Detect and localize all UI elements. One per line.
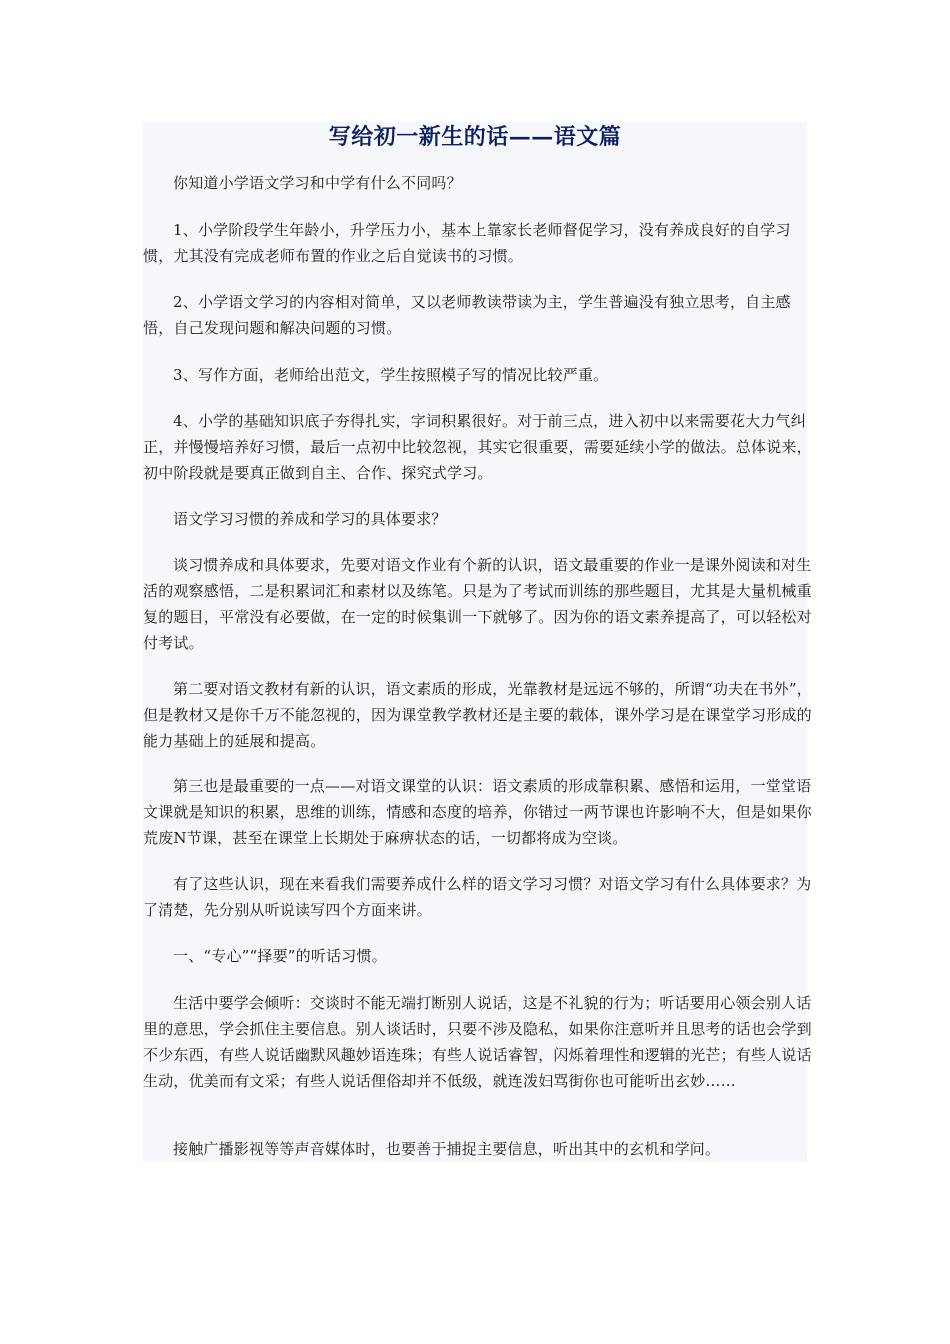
paragraph-listening-media: 接触广播影视等等声音媒体时，也要善于捕捉主要信息，听出其中的玄机和学问。 [173, 1140, 721, 1158]
paragraph-textbook: 第二要对语文教材有新的认识，语文素质的形成，光靠教材是远远不够的，所谓“功夫在书外”，但是教材又是你千万不能忽视的，因为课堂教学教材还是主要的载体，课外学习是在课堂学习形成的能力基础上的延展和提高。 [143, 680, 812, 750]
article-title: 写给初一新生的话——语文篇 [328, 124, 622, 150]
paragraph-point-1: 1、小学阶段学生年龄小，升学压力小，基本上靠家长老师督促学习，没有养成良好的自学习惯，尤其没有完成老师布置的作业之后自觉读书的习惯。 [143, 221, 791, 265]
paragraph-point-4: 4、小学的基础知识底子夯得扎实，字词积累很好。对于前三点，进入初中以来需要花大力气纠正，并慢慢培养好习惯，最后一点初中比较忽视，其实它很重要，需要延续小学的做法。总体说来，初中阶段就是要真正做到自主、合作、探究式学习。 [143, 412, 812, 482]
paragraph-point-3: 3、写作方面，老师给出范文，学生按照模子写的情况比较严重。 [173, 366, 609, 384]
paragraph-overview: 有了这些认识，现在来看我们需要养成什么样的语文学习习惯？对语文学习有什么具体要求？为了清楚，先分别从听说读写四个方面来讲。 [143, 875, 812, 919]
paragraph-point-2: 2、小学语文学习的内容相对简单，又以老师教读带读为主，学生普遍没有独立思考，自主感悟，自己发现问题和解决问题的习惯。 [143, 293, 791, 337]
paragraph-listening-life: 生活中要学会倾听：交谈时不能无端打断别人说话，这是不礼貌的行为；听话要用心领会别人话里的意思，学会抓住主要信息。别人谈话时，只要不涉及隐私，如果你注意听并且思考的话也会学到不少东西，有些人说话幽默风趣妙语连珠；有些人说话睿智，闪烁着理性和逻辑的光芒；有些人说话生动，优美而有文采；有些人说话俚俗却并不低级，就连泼妇骂街你也可能听出玄妙…… [143, 994, 812, 1090]
section-heading-listening: 一、“专心”“择要”的听话习惯。 [173, 947, 387, 965]
paragraph-habits-question: 语文学习习惯的养成和学习的具体要求？ [173, 510, 447, 528]
paragraph-intro-question: 你知道小学语文学习和中学有什么不同吗？ [173, 174, 462, 192]
paragraph-classroom: 第三也是最重要的一点——对语文课堂的认识：语文素质的形成靠积累、感悟和运用，一堂堂语文课就是知识的积累，思维的训练，情感和态度的培养，你错过一两节课也许影响不大，但是如果你荒废N节课，甚至在课堂上长期处于麻痹状态的话，一切都将成为空谈。 [143, 777, 812, 847]
paragraph-homework: 谈习惯养成和具体要求，先要对语文作业有个新的认识，语文最重要的作业一是课外阅读和对生活的观察感悟，二是积累词汇和素材以及练笔。只是为了考试而训练的那些题目，尤其是大量机械重复的题目，平常没有必要做，在一定的时候集训一下就够了。因为你的语文素养提高了，可以轻松对付考试。 [143, 556, 812, 652]
